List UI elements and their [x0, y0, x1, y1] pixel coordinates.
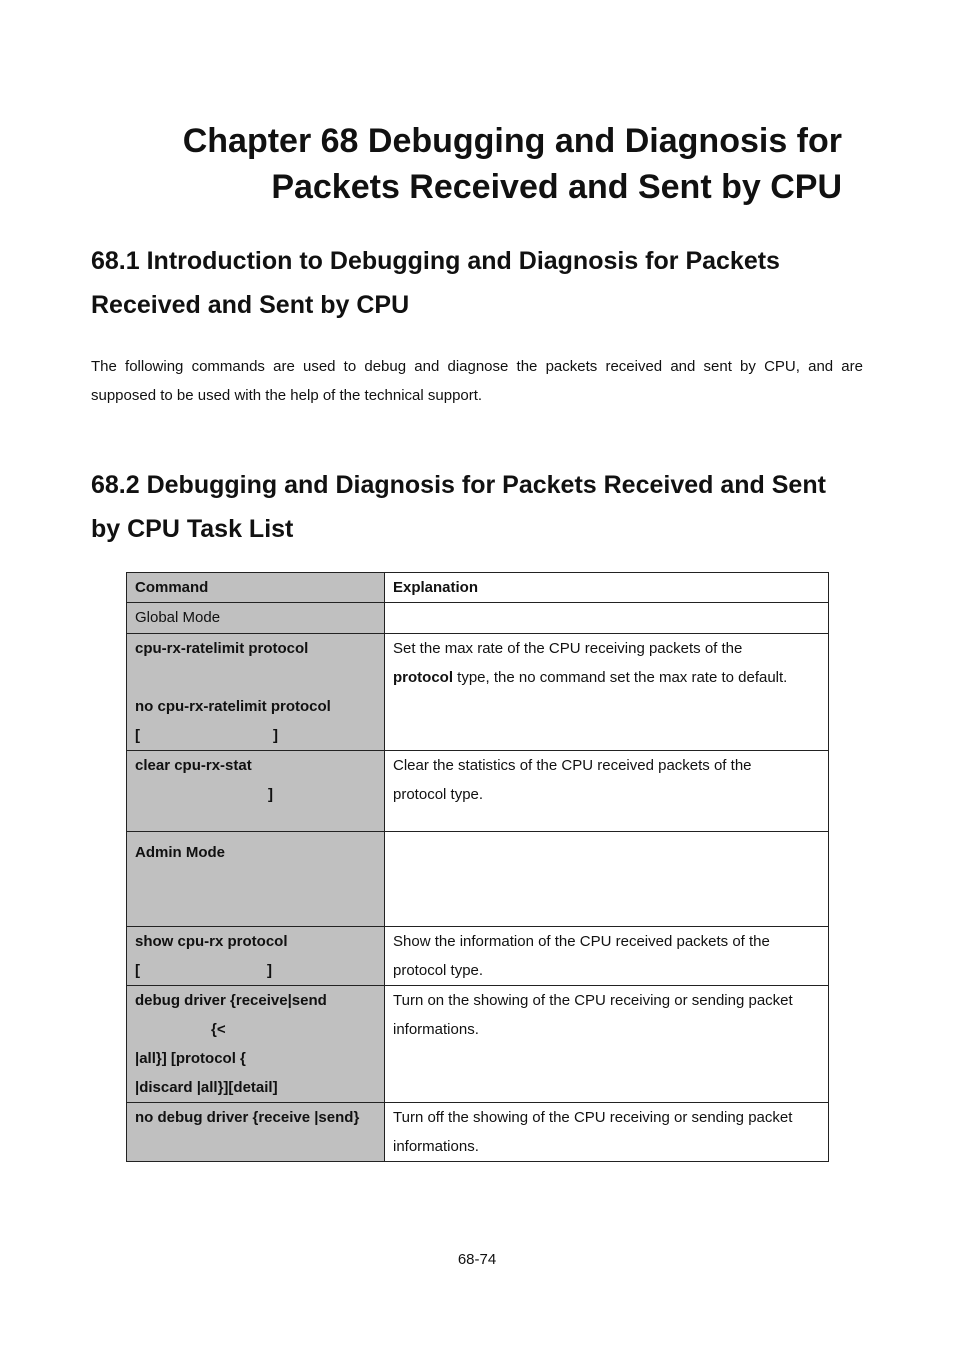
- admin-mode-row: [127, 832, 829, 927]
- header-command: Command: [127, 573, 385, 603]
- command-cell: clear cpu-rx-stat ]: [127, 751, 385, 832]
- table-row: [127, 634, 829, 751]
- chapter-title: [100, 118, 842, 210]
- global-mode-row: [127, 603, 829, 634]
- command-cell: cpu-rx-ratelimit protocol no cpu-rx-ratelimit protocol [ ]: [127, 634, 385, 751]
- explanation-cell: Show the information of the CPU received packets of the protocol type.: [385, 927, 829, 986]
- header-explanation: Explanation: [385, 573, 829, 603]
- command-cell: debug driver {receive|send {< |all}] [protocol { |discard |all}][detail]: [127, 986, 385, 1103]
- chapter-title-line-1: Chapter 68 Debugging and Diagnosis for: [182, 122, 842, 160]
- table-row: [127, 1103, 829, 1162]
- table-row: [127, 751, 829, 832]
- page-number: 68-74: [457, 1251, 497, 1268]
- admin-mode-empty: [385, 832, 829, 927]
- command-cell: show cpu-rx protocol [ ]: [127, 927, 385, 986]
- explanation-cell: Clear the statistics of the CPU received packets of the protocol type.: [385, 751, 829, 832]
- section-heading-intro-line-2: Received and Sent by CPU: [91, 291, 410, 319]
- admin-mode-label: Admin Mode: [127, 832, 385, 927]
- chapter-title-line-2: Packets Received and Sent by CPU: [271, 168, 842, 206]
- explanation-cell: Set the max rate of the CPU receiving packets of the protocol type, the no command set the max rate to default.: [385, 634, 829, 751]
- explanation-cell: Turn off the showing of the CPU receiving or sending packet informations.: [385, 1103, 829, 1162]
- intro-paragraph: The following commands are used to debug and diagnose the packets received and sent by CPU, and are supposed to be used with the help of the technical support.: [91, 358, 863, 404]
- table-header-row: [127, 573, 829, 603]
- explanation-cell: Turn on the showing of the CPU receiving or sending packet informations.: [385, 986, 829, 1103]
- section-heading-intro-line-1: 68.1 Introduction to Debugging and Diagnosis for Packets: [91, 247, 780, 275]
- table-row: [127, 927, 829, 986]
- section-heading-task-list-line-2: by CPU Task List: [91, 515, 294, 543]
- command-cell: no debug driver {receive |send}: [127, 1103, 385, 1162]
- global-mode-empty: [385, 603, 829, 634]
- global-mode-label: Global Mode: [127, 603, 385, 634]
- command-table: [126, 572, 829, 1162]
- section-heading-task-list: [91, 463, 871, 551]
- table-row: [127, 986, 829, 1103]
- section-heading-intro: [91, 239, 871, 327]
- section-heading-task-list-line-1: 68.2 Debugging and Diagnosis for Packets Received and Sent: [91, 471, 826, 499]
